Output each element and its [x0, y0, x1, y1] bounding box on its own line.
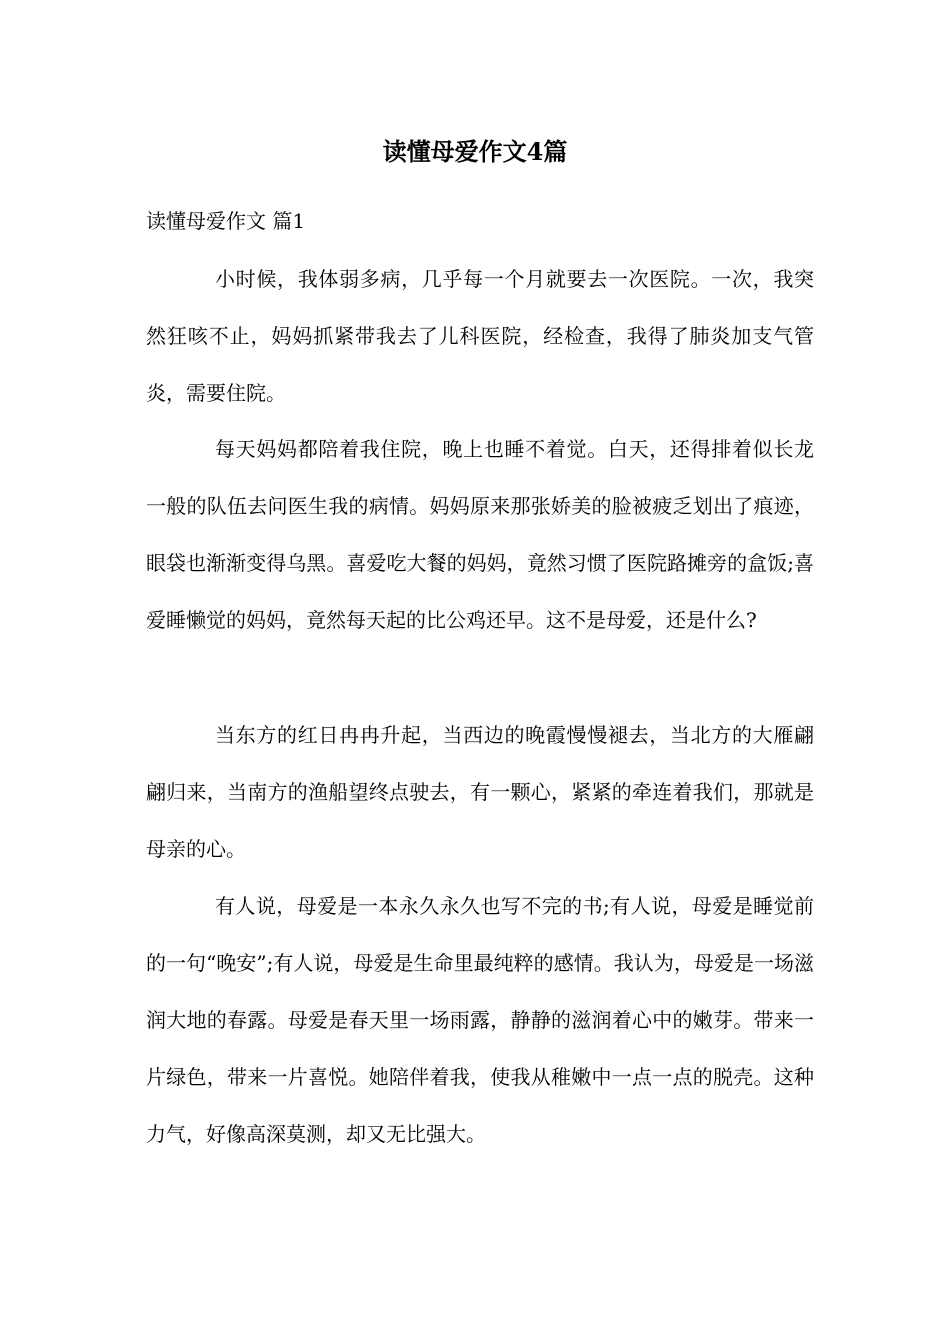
paragraph-1: 小时候，我体弱多病，几乎每一个月就要去一次医院。一次，我突然狂咳不止，妈妈抓紧带我去了儿科医院，经检查，我得了肺炎加支气管炎，需要住院。 [146, 267, 814, 405]
paragraph-3: 当东方的红日冉冉升起，当西边的晚霞慢慢褪去，当北方的大雁翩翩归来，当南方的渔船望终点驶去，有一颗心，紧紧的牵连着我们，那就是母亲的心。 [146, 723, 814, 861]
paragraph-2: 每天妈妈都陪着我住院，晚上也睡不着觉。白天，还得排着似长龙一般的队伍去问医生我的病情。妈妈原来那张娇美的脸被疲乏划出了痕迹，眼袋也渐渐变得乌黑。喜爱吃大餐的妈妈，竟然习惯了医院路摊旁的盒饭;喜爱睡懒觉的妈妈，竟然每天起的比公鸡还早。这不是母爱，还是什么? [146, 437, 814, 632]
section-heading: 读懂母爱作文 篇1 [146, 209, 306, 233]
paragraph-4: 有人说，母爱是一本永久永久也写不完的书;有人说，母爱是睡觉前的一句“晚安”;有人说，母爱是生命里最纯粹的感情。我认为，母爱是一场滋润大地的春露。母爱是春天里一场雨露，静静的滋润着心中的嫩芽。带来一片绿色，带来一片喜悦。她陪伴着我，使我从稚嫩中一点一点的脱壳。这种力气，好像高深莫测，却又无比强大。 [146, 894, 814, 1146]
document-title: 读懂母爱作文4篇 [382, 137, 568, 166]
